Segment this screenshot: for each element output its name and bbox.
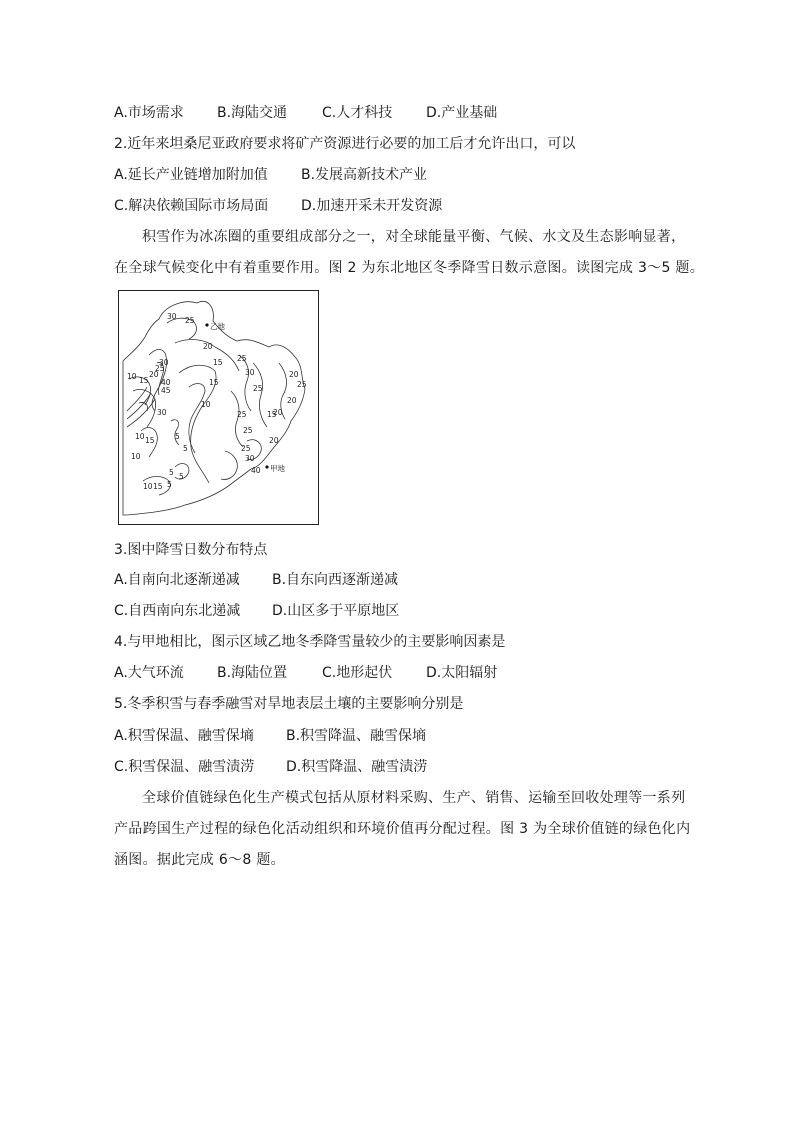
contour-label: 15 (209, 378, 219, 387)
contour-label: 40 (251, 466, 261, 475)
contour-line (221, 451, 237, 480)
q4-option-d: D.太阳辐射 (426, 665, 498, 681)
jia-point-label: 甲地 (270, 464, 285, 473)
contour-label: 15 (267, 410, 277, 419)
contour-label: 5 (167, 480, 172, 489)
contour-line (133, 389, 156, 427)
contour-label: 20 (287, 396, 297, 405)
q3-stem: 3.图中降雪日数分布特点 (114, 542, 268, 558)
contour-label: 15 (139, 376, 149, 385)
q4-option-b: B.海陆位置 (217, 665, 288, 681)
q5-stem: 5.冬季积雪与春季融雪对旱地表层土壤的主要影响分别是 (114, 696, 464, 712)
passage-snow-line-1: 积雪作为冰冻圈的重要组成部分之一，对全球能量平衡、气候、水文及生态影响显著， (142, 229, 686, 245)
contour-label: 10 (201, 400, 211, 409)
q4-option-a: A.大气环流 (114, 665, 184, 681)
passage-value-chain-line-2: 产品跨国生产过程的绿色化活动组织和环境价值再分配过程。图 3 为全球价值链的绿色化内 (114, 821, 691, 837)
contour-label: 10 (127, 372, 137, 381)
contour-label: 30 (245, 454, 255, 463)
q2-option-d: D.加速开采未开发资源 (301, 198, 443, 214)
q2-option-b: B.发展高新技术产业 (301, 167, 428, 183)
contour-label: 5 (169, 468, 174, 477)
contour-label: 10 (135, 432, 145, 441)
q5-option-d: D.积雪降温、融雪渍涝 (286, 759, 428, 775)
q3-option-c: C.自西南向东北递减 (114, 603, 241, 619)
q2-option-a: A.延长产业链增加附加值 (114, 167, 268, 183)
yi-point-marker (205, 323, 208, 326)
contour-label: 15 (213, 358, 223, 367)
q3-option-d: D.山区多于平原地区 (272, 603, 400, 619)
contour-label: 20 (203, 342, 213, 351)
contour-label: 30 (245, 368, 255, 377)
contour-line (231, 391, 243, 447)
q1-option-b: B.海陆交通 (217, 105, 288, 121)
q2-option-c: C.解决依赖国际市场局面 (114, 198, 269, 214)
contour-label: 30 (157, 408, 167, 417)
passage-snow (114, 222, 705, 284)
contour-label: 25 (297, 380, 307, 389)
q3-option-a: A.自南向北逐渐递减 (114, 572, 240, 588)
contour-label: 15 (153, 482, 163, 491)
contour-line (127, 387, 147, 411)
yi-point-label: 乙地 (210, 322, 225, 331)
contour-label: 5 (179, 472, 184, 481)
contour-label: 25 (237, 410, 247, 419)
contour-line (127, 399, 155, 427)
contour-label: 20 (273, 408, 283, 417)
q4-option-c: C.地形起伏 (322, 665, 393, 681)
contour-label: 20 (149, 370, 159, 379)
contour-label: 25 (155, 364, 165, 373)
contour-label: 25 (241, 444, 251, 453)
contour-label: 30 (167, 312, 177, 321)
contour-label: 5 (175, 432, 180, 441)
passage-value-chain-line-1: 全球价值链绿色化生产模式包括从原材料采购、生产、销售、运输至回收处理等一系列 (142, 790, 686, 806)
passage-value-chain-line-3: 涵图。据此完成 6～8 题。 (114, 852, 285, 868)
contour-label: 5 (183, 444, 188, 453)
snow-days-map-svg (119, 291, 317, 523)
contour-label: 25 (185, 316, 195, 325)
contour-label: 10 (131, 452, 141, 461)
contour-label: 30 (159, 358, 169, 367)
snow-days-map (118, 290, 319, 525)
passage-snow-line-2: 在全球气候变化中有着重要作用。图 2 为东北地区冬季降雪日数示意图。读图完成 3～5 题。 (114, 260, 705, 276)
contour-line (253, 363, 267, 427)
q1-option-a: A.市场需求 (114, 105, 184, 121)
q5-option-b: B.积雪降温、融雪保墒 (286, 728, 427, 744)
contour-label: 20 (269, 436, 279, 445)
q1-option-c: C.人才科技 (322, 105, 393, 121)
contour-label: 15 (145, 436, 155, 445)
passage-value-chain (114, 783, 694, 876)
q4-stem: 4.与甲地相比，图示区域乙地冬季降雪量较少的主要影响因素是 (114, 634, 506, 650)
contour-label: 25 (253, 384, 263, 393)
q1-option-d: D.产业基础 (426, 105, 498, 121)
contour-label: 10 (143, 482, 153, 491)
contour-label: 40 (161, 378, 171, 387)
contour-label: 45 (161, 386, 171, 395)
q3-option-b: B.自东向西逐渐递减 (272, 572, 399, 588)
contour-line (189, 384, 205, 453)
contour-label: 25 (243, 426, 253, 435)
contour-label: 20 (289, 370, 299, 379)
q2-stem: 2.近年来坦桑尼亚政府要求将矿产资源进行必要的加工后才允许出口，可以 (114, 136, 576, 152)
q5-option-c: C.积雪保温、融雪渍涝 (114, 759, 255, 775)
contour-line (239, 355, 251, 411)
contour-label: 25 (237, 354, 247, 363)
jia-point-marker (265, 465, 268, 468)
q5-option-a: A.积雪保温、融雪保墒 (114, 728, 254, 744)
